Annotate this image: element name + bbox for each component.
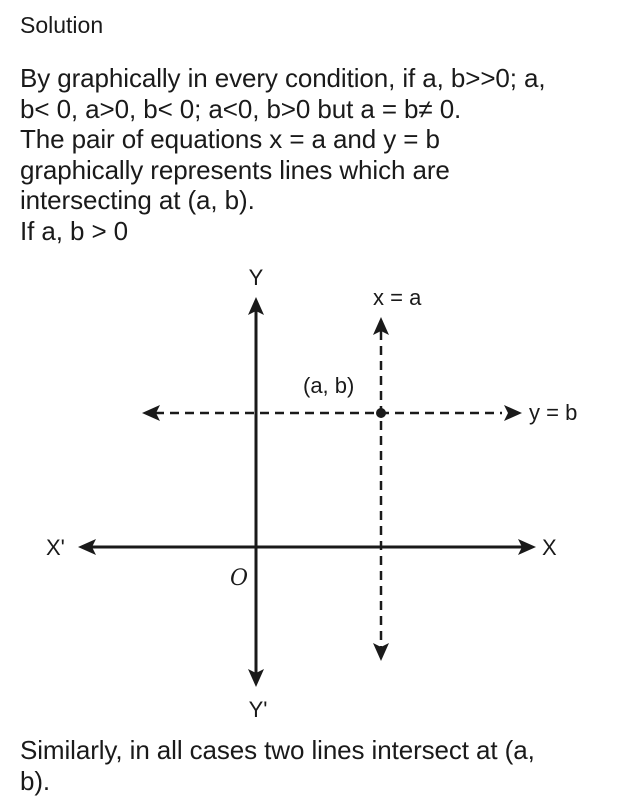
explanation-line: b< 0, a>0, b< 0; a<0, b>0 but a = b≠ 0. xyxy=(20,93,462,124)
x-equals-a-down-arrow xyxy=(373,643,389,661)
solution-heading: Solution xyxy=(20,12,104,38)
closing-line: b). xyxy=(20,765,51,796)
horizontal-line-label: y = b xyxy=(529,400,578,425)
line-x-equals-a xyxy=(373,317,389,661)
y-axis xyxy=(248,297,264,687)
point-label: (a, b) xyxy=(303,373,355,398)
x-prime-label: X' xyxy=(46,535,65,560)
explanation-line: If a, b > 0 xyxy=(20,215,129,246)
y-prime-label: Y' xyxy=(248,697,268,722)
x-axis-label: X xyxy=(542,535,557,560)
coordinate-graph-figure xyxy=(0,255,633,725)
y-axis-label: Y xyxy=(248,265,264,290)
line-y-equals-b xyxy=(142,405,522,421)
x-axis xyxy=(78,539,536,555)
explanation-line: The pair of equations x = a and y = b xyxy=(20,124,440,154)
closing-paragraph xyxy=(20,735,620,796)
closing-line: Similarly, in all cases two lines intersect at (a, xyxy=(20,735,535,765)
origin-label: O xyxy=(230,566,249,591)
vertical-line-label: x = a xyxy=(373,285,422,310)
explanation-paragraph xyxy=(20,63,620,246)
explanation-line: By graphically in every condition, if a, b>>0; a, xyxy=(20,63,546,93)
explanation-line: graphically represents lines which are xyxy=(20,154,450,185)
explanation-line: intersecting at (a, b). xyxy=(20,185,255,215)
intersection-point xyxy=(376,408,386,418)
y-equals-b-right-arrow xyxy=(504,405,522,421)
